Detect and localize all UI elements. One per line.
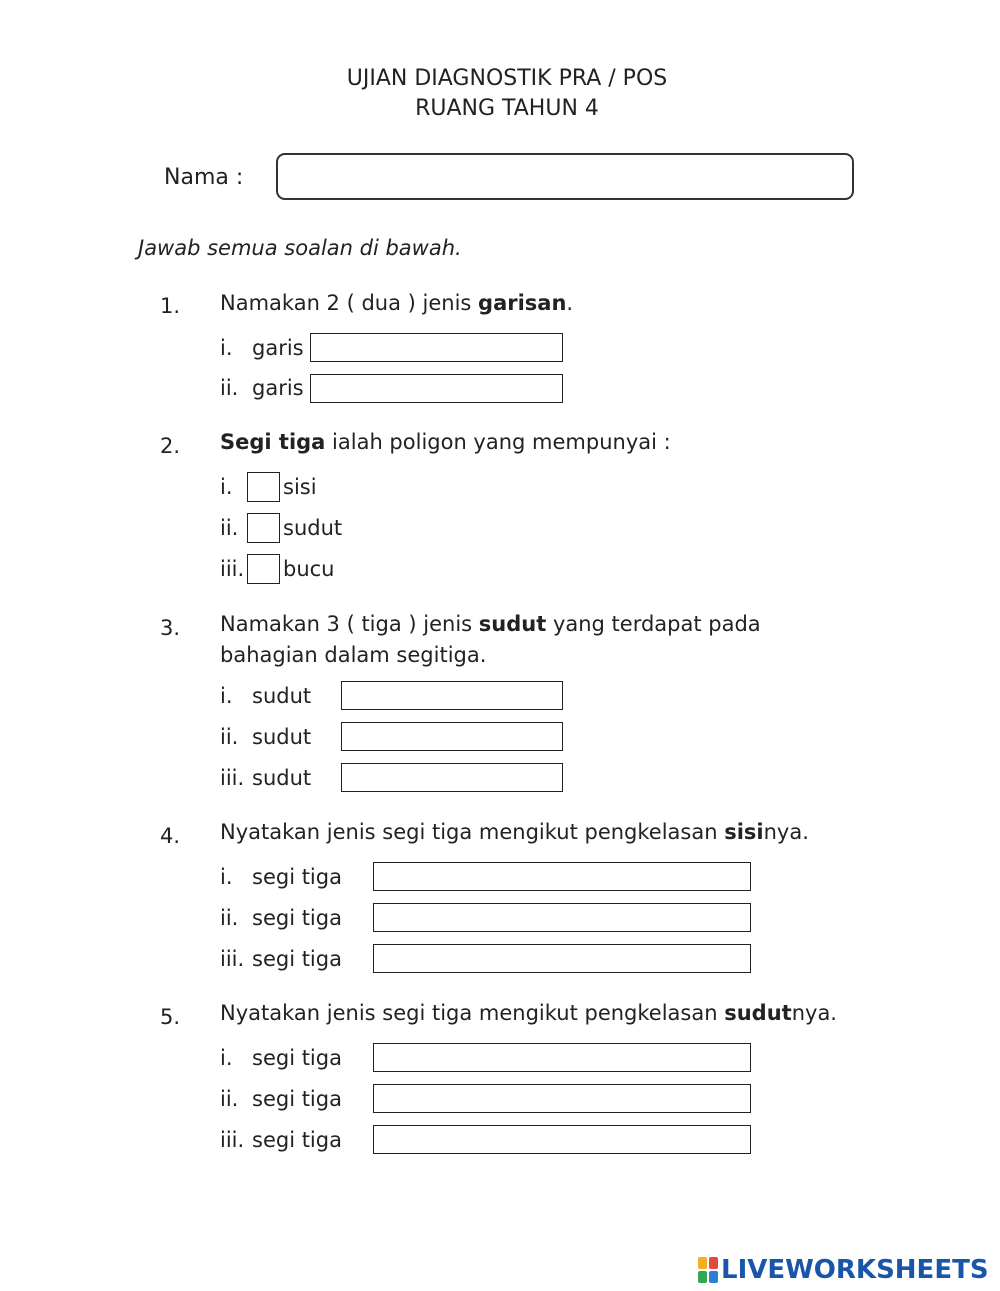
- item-label: segi tiga: [252, 1128, 342, 1152]
- answer-input[interactable]: [373, 862, 751, 891]
- question-number: 2.: [160, 434, 181, 458]
- question-text: [220, 288, 573, 319]
- question-text-part: .: [566, 291, 574, 315]
- instruction-text: Jawab semua soalan di bawah.: [138, 236, 462, 260]
- answer-input[interactable]: [373, 1084, 751, 1113]
- answer-input[interactable]: [373, 944, 751, 973]
- question-text: [220, 427, 671, 458]
- worksheet-title: UJIAN DIAGNOSTIK PRA / POS: [346, 66, 668, 91]
- logo-text: LIVEWORKSHEETS: [721, 1255, 989, 1285]
- item-roman: i.: [220, 865, 233, 889]
- question-text-part: Nyatakan jenis segi tiga mengikut pengkelasan: [220, 820, 725, 844]
- item-label: segi tiga: [252, 1046, 342, 1070]
- question-keyword: sudut: [724, 1001, 792, 1025]
- item-label: sudut: [252, 766, 312, 790]
- question-keyword: Segi tiga: [220, 430, 326, 454]
- question-text: [220, 817, 809, 848]
- logo-block: [709, 1257, 718, 1269]
- question-keyword: garisan: [478, 291, 567, 315]
- logo-block: [698, 1271, 707, 1283]
- logo-block: [709, 1271, 718, 1283]
- question-text: [220, 609, 761, 671]
- question-keyword: sisi: [724, 820, 764, 844]
- question-text-part: bahagian dalam segitiga.: [220, 643, 487, 667]
- item-roman: i.: [220, 475, 233, 499]
- item-label: segi tiga: [252, 865, 342, 889]
- item-label: garis: [252, 336, 304, 360]
- question-text-part: yang terdapat pada: [546, 612, 761, 636]
- question-text-part: Namakan 2 ( dua ) jenis: [220, 291, 479, 315]
- item-roman: i.: [220, 684, 233, 708]
- item-label: segi tiga: [252, 947, 342, 971]
- item-roman: ii.: [220, 725, 239, 749]
- name-input[interactable]: [276, 153, 854, 200]
- item-label: segi tiga: [252, 1087, 342, 1111]
- answer-input[interactable]: [341, 722, 563, 751]
- question-text-part: Nyatakan jenis segi tiga mengikut pengkelasan: [220, 1001, 725, 1025]
- question-text-part: ialah poligon yang mempunyai :: [325, 430, 671, 454]
- answer-input[interactable]: [373, 1125, 751, 1154]
- item-roman: ii.: [220, 376, 239, 400]
- name-label: Nama :: [164, 165, 244, 190]
- worksheet-subtitle: RUANG TAHUN 4: [415, 96, 599, 121]
- item-roman: iii.: [220, 1128, 245, 1152]
- logo-block: [698, 1257, 707, 1269]
- answer-input[interactable]: [373, 903, 751, 932]
- answer-box[interactable]: [247, 513, 280, 543]
- question-text: [220, 998, 837, 1029]
- item-roman: iii.: [220, 947, 245, 971]
- answer-box[interactable]: [247, 472, 280, 502]
- answer-input[interactable]: [341, 681, 563, 710]
- question-text-part: Namakan 3 ( tiga ) jenis: [220, 612, 479, 636]
- question-number: 4.: [160, 824, 181, 848]
- answer-input[interactable]: [310, 374, 563, 403]
- item-roman: i.: [220, 1046, 233, 1070]
- item-roman: ii.: [220, 1087, 239, 1111]
- question-number: 5.: [160, 1005, 181, 1029]
- question-keyword: sudut: [478, 612, 547, 636]
- question-number: 3.: [160, 616, 181, 640]
- item-roman: i.: [220, 336, 233, 360]
- answer-input[interactable]: [310, 333, 563, 362]
- item-roman: iii.: [220, 557, 245, 581]
- question-text-part: nya.: [791, 1001, 837, 1025]
- item-label: bucu: [283, 557, 335, 581]
- answer-box[interactable]: [247, 554, 280, 584]
- item-label: sudut: [252, 725, 312, 749]
- item-label: segi tiga: [252, 906, 342, 930]
- item-roman: ii.: [220, 516, 239, 540]
- item-label: sisi: [283, 475, 317, 499]
- answer-input[interactable]: [341, 763, 563, 792]
- item-label: sudut: [252, 684, 312, 708]
- logo-icon: [698, 1257, 718, 1283]
- question-text-part: nya.: [763, 820, 809, 844]
- item-roman: ii.: [220, 906, 239, 930]
- item-label: sudut: [283, 516, 343, 540]
- question-number: 1.: [160, 294, 181, 318]
- liveworksheets-logo: [698, 1255, 989, 1285]
- item-label: garis: [252, 376, 304, 400]
- item-roman: iii.: [220, 766, 245, 790]
- answer-input[interactable]: [373, 1043, 751, 1072]
